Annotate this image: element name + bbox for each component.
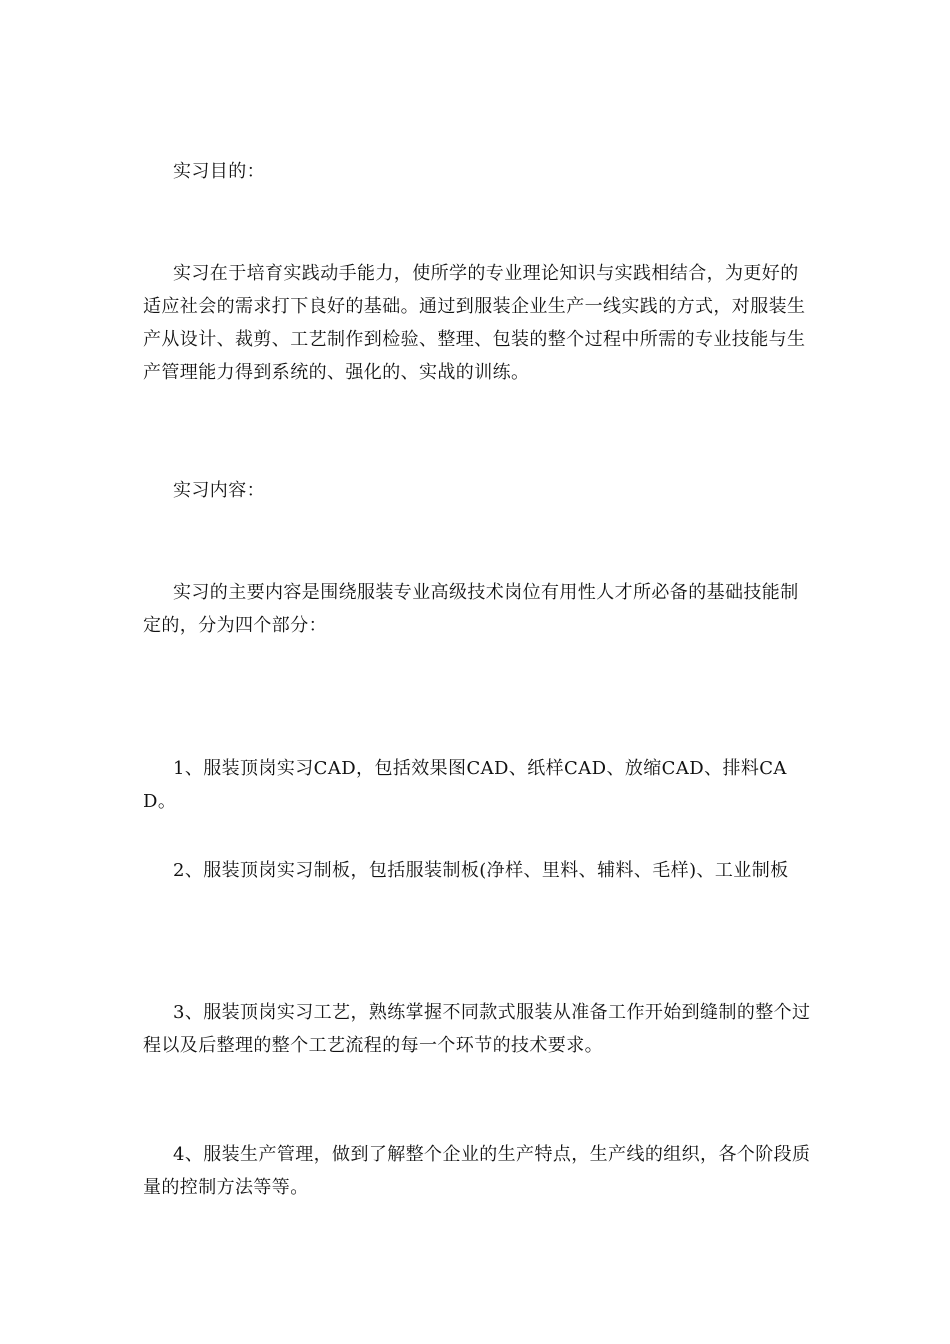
list-item: 4、服装生产管理，做到了解整个企业的生产特点，生产线的组织，各个阶段质量的控制方法等等。	[143, 1144, 811, 1198]
list-item: 2、服装顶岗实习制板，包括服装制板(净样、里料、辅料、毛样)、工业制板	[173, 860, 789, 881]
list-item: 1、服装顶岗实习CAD，包括效果图CAD、纸样CAD、放缩CAD、排料CAD。	[143, 758, 787, 812]
paragraph-content-intro: 实习的主要内容是围绕服装专业高级技术岗位有用性人才所必备的基础技能制定的，分为四个部分：	[143, 582, 799, 636]
section-heading-purpose: 实习目的：	[173, 161, 265, 182]
paragraph-purpose: 实习在于培育实践动手能力，使所学的专业理论知识与实践相结合，为更好的适应社会的需求打下良好的基础。通过到服装企业生产一线实践的方式，对服装生产从设计、裁剪、工艺制作到检验、整理、包装的整个过程中所需的专业技能与生产管理能力得到系统的、强化的、实战的训练。	[143, 263, 806, 383]
section-heading-content: 实习内容：	[173, 480, 265, 501]
list-item: 3、服装顶岗实习工艺，熟练掌握不同款式服装从准备工作开始到缝制的整个过程以及后整理的整个工艺流程的每一个环节的技术要求。	[143, 1002, 811, 1056]
